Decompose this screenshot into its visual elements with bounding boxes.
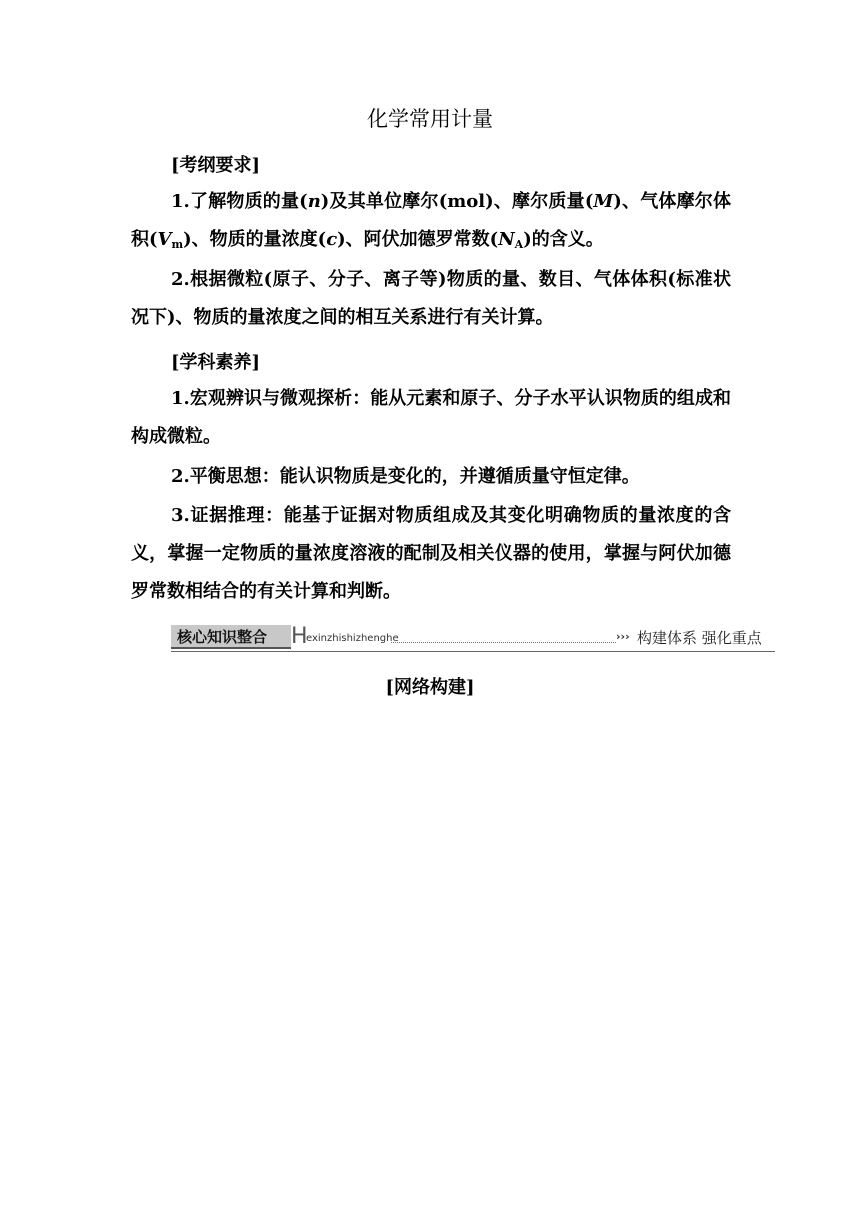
literacy-item-3: 3.证据推理：能基于证据对物质组成及其变化明确物质的量浓度的含义，掌握一定物质的量浓度溶液的配制及相关仪器的使用，掌握与阿伏加德罗常数相结合的有关计算和判断。: [131, 505, 731, 602]
banner-pinyin: exinzhishizhenghe: [306, 633, 399, 644]
banner-letter: H: [291, 624, 308, 649]
page-title: 化学常用计量: [367, 107, 493, 131]
section-heading-literacy: [学科素养]: [171, 352, 261, 373]
section-heading-syllabus: [考纲要求]: [171, 155, 261, 176]
syllabus-item-2: 2.根据微粒(原子、分子、离子等)物质的量、数目、气体体积(标准状况下)、物质的量浓度之间的相互关系进行有关计算。: [131, 269, 731, 328]
literacy-item-2: 2.平衡思想：能认识物质是变化的，并遵循质量守恒定律。: [171, 466, 640, 487]
banner-label: 核心知识整合: [171, 625, 291, 649]
syllabus-item-1: 1.了解物质的量(n)及其单位摩尔(mol)、摩尔质量(M)、气体摩尔体积$(V_m)$、物质的量浓度(c)、阿伏加德罗常数$(N_A)$的含义。: [131, 191, 731, 251]
chevron-right-icon: ›››: [616, 630, 630, 643]
network-heading: [网络构建]: [385, 677, 475, 698]
literacy-item-1: 1.宏观辨识与微观探析：能从元素和原子、分子水平认识物质的组成和构成微粒。: [131, 388, 731, 447]
core-knowledge-banner: [171, 625, 775, 653]
banner-divider: [171, 651, 775, 652]
banner-subtitle: 构建体系 强化重点: [637, 629, 762, 647]
banner-dotted-line: [391, 642, 616, 643]
